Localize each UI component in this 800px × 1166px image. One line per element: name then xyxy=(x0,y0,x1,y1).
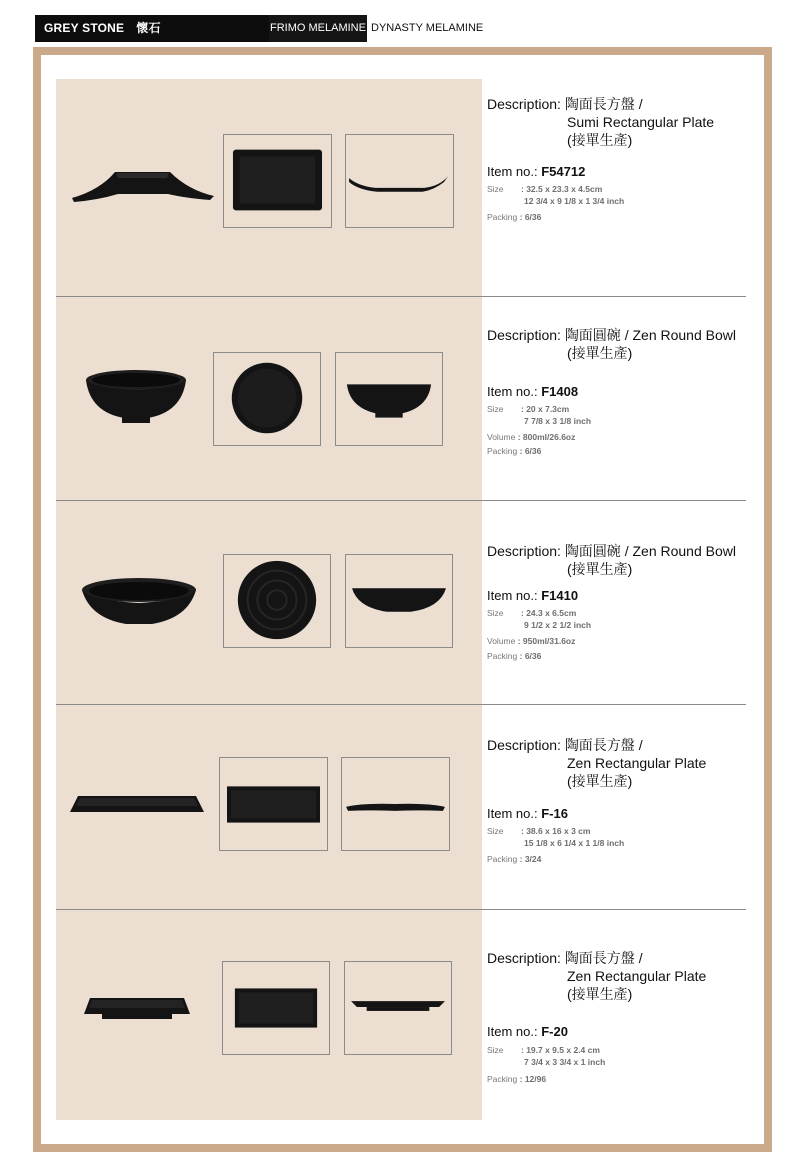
item-number: Item no.: F1410 xyxy=(487,588,579,603)
volume-spec: Volume : 800ml/26.6oz xyxy=(487,432,576,442)
description-line: 陶面長方盤 / xyxy=(564,737,643,753)
description-line: (接單生產) xyxy=(567,345,633,361)
description-line: Zen Rectangular Plate xyxy=(567,755,707,771)
brand-tab-dynasty[interactable]: DYNASTY MELAMINE xyxy=(371,22,484,34)
description-label: Description: xyxy=(487,950,561,966)
description-label: Description: xyxy=(487,543,561,559)
description-label: Description: xyxy=(487,737,561,753)
description-label: Description: xyxy=(487,96,561,112)
product-thumb-top xyxy=(219,757,328,851)
item-number: Item no.: F54712 xyxy=(487,164,586,179)
packing-spec: Packing : 3/24 xyxy=(487,854,542,864)
row-divider xyxy=(56,500,746,501)
product-description xyxy=(487,326,736,362)
product-photo-angled xyxy=(82,994,192,1024)
product-thumb-side xyxy=(344,961,452,1055)
packing-spec: Packing : 6/36 xyxy=(487,212,542,222)
packing-spec: Packing : 6/36 xyxy=(487,651,542,661)
description-line: 陶面圓碗 / Zen Round Bowl xyxy=(564,327,736,343)
size-spec: Size : 32.5 x 23.3 x 4.5cm 12 3/4 x 9 1/8 x 1 3/4 inch xyxy=(487,184,625,206)
description-line: Sumi Rectangular Plate xyxy=(567,114,715,130)
product-thumb-side xyxy=(341,757,450,851)
description-line: 陶面長方盤 / xyxy=(564,950,643,966)
item-number: Item no.: F-16 xyxy=(487,806,568,821)
brand-tab-frimo[interactable]: FRIMO MELAMINE xyxy=(269,15,367,42)
description-line: (接單生產) xyxy=(567,986,633,1002)
volume-spec: Volume : 950ml/31.6oz xyxy=(487,636,576,646)
size-spec: Size : 19.7 x 9.5 x 2.4 cm 7 3/4 x 3 3/4 x 1 inch xyxy=(487,1045,606,1067)
row-divider xyxy=(56,909,746,910)
product-photo-angled xyxy=(70,160,216,206)
series-title xyxy=(35,15,269,42)
size-spec: Size : 20 x 7.3cm 7 7/8 x 3 1/8 inch xyxy=(487,404,592,426)
item-number: Item no.: F-20 xyxy=(487,1024,568,1039)
product-description xyxy=(487,949,706,1003)
size-spec: Size : 38.6 x 16 x 3 cm 15 1/8 x 6 1/4 x 1 1/8 inch xyxy=(487,826,625,848)
product-description xyxy=(487,542,736,578)
product-thumb-top xyxy=(222,961,330,1055)
series-name: GREY STONE xyxy=(44,21,125,35)
row-divider xyxy=(56,704,746,705)
description-label: Description: xyxy=(487,327,561,343)
product-thumb-top xyxy=(213,352,321,446)
product-photo-angled xyxy=(68,792,206,818)
packing-spec: Packing : 12/96 xyxy=(487,1074,547,1084)
row-divider xyxy=(56,296,746,297)
product-thumb-side xyxy=(335,352,443,446)
item-number: Item no.: F1408 xyxy=(487,384,579,399)
product-description xyxy=(487,95,714,149)
product-thumb-side xyxy=(345,554,453,648)
series-name-cjk: 懷石 xyxy=(136,21,161,35)
product-description xyxy=(487,736,706,790)
product-photo-angled xyxy=(80,576,198,632)
description-line: 陶面長方盤 / xyxy=(564,96,643,112)
product-thumb-side xyxy=(345,134,454,228)
size-spec: Size : 24.3 x 6.5cm 9 1/2 x 2 1/2 inch xyxy=(487,608,592,630)
description-line: (接單生產) xyxy=(567,132,633,148)
description-line: (接單生產) xyxy=(567,773,633,789)
description-line: Zen Rectangular Plate xyxy=(567,968,707,984)
product-photo-angled xyxy=(84,368,188,426)
product-thumb-top xyxy=(223,554,331,648)
product-thumb-top xyxy=(223,134,332,228)
description-line: (接單生產) xyxy=(567,561,633,577)
packing-spec: Packing : 6/36 xyxy=(487,446,542,456)
description-line: 陶面圓碗 / Zen Round Bowl xyxy=(564,543,736,559)
